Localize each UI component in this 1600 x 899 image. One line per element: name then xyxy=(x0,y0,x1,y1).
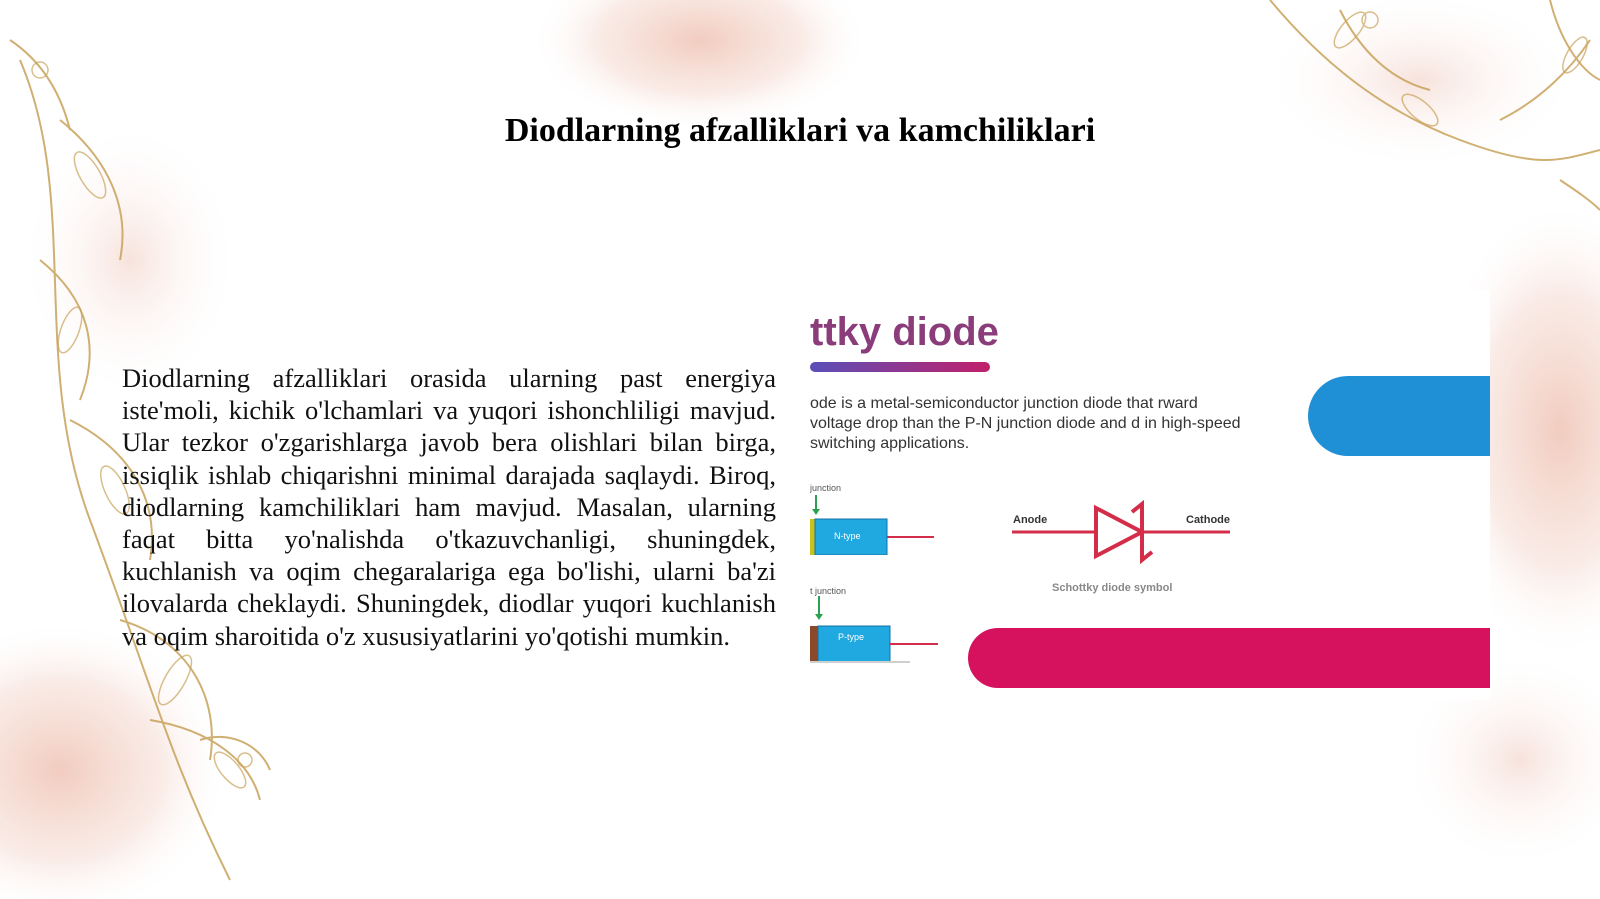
schottky-diode-figure xyxy=(810,290,1490,700)
slide-title: Diodlarning afzalliklari va kamchiliklari xyxy=(504,112,1096,149)
figure-description: ode is a metal-semiconductor junction diode that rward voltage drop than the P-N junction diode and d in high-speed switching applications. xyxy=(810,395,1241,452)
figure-heading: ttky diode xyxy=(810,310,999,354)
body-paragraph: Diodlarning afzalliklari orasida ularning past energiya iste'moli, kichik o'lchamlari va yuqori ishonchliligi mavjud. Ular tezkor o'zgarishlarga javob bera olishlari bilan birga, issiqlik ishlab chiqarishni minimal darajada saqlaydi. Biroq, diodlarning kamchiliklari ham mavjud. Masalan, ularning faqat bitta yo'nalishda o'tkazuvchanligi, shuningdek, kuchlanish va oqim chegaralariga ega bo'lishi, ularni ba'zi ilovalarda cheklaydi. Shuningdek, diodlar yuqori kuchlanish va oqim sharoitida o'z xususiyatlarini yo'qotishi mumkin. xyxy=(122,363,776,651)
figure-heading-underline xyxy=(810,362,990,372)
n-type-diagram xyxy=(810,495,950,555)
pink-accent-bar xyxy=(968,628,1490,688)
anode-label: Anode xyxy=(1013,514,1048,526)
blue-accent-bar xyxy=(1308,376,1490,456)
cathode-label: Cathode xyxy=(1186,514,1230,526)
junction-label-bottom: t junction xyxy=(810,586,847,596)
p-type-diagram xyxy=(810,596,950,664)
n-type-label: N-type xyxy=(834,531,861,541)
junction-label-top: junction xyxy=(810,483,842,493)
symbol-caption: Schottky diode symbol xyxy=(1052,582,1173,594)
p-type-label: P-type xyxy=(838,632,865,642)
schottky-diode-symbol xyxy=(1012,500,1242,572)
